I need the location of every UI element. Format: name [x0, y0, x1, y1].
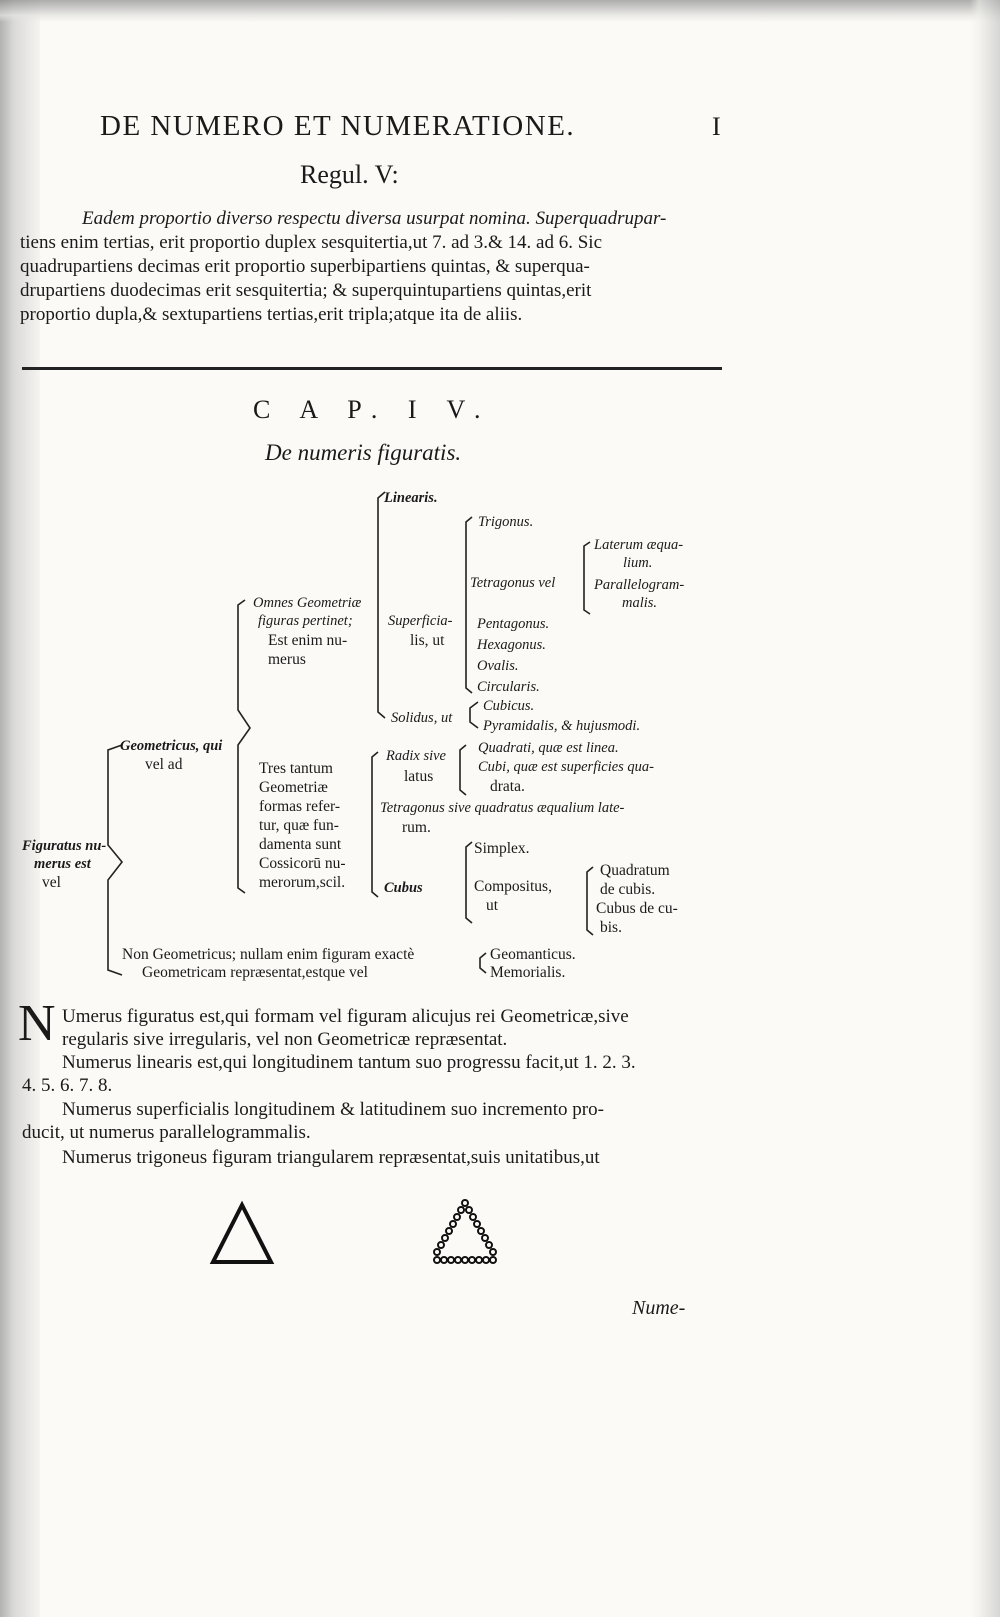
- chapter-title: De numeris figuratis.: [265, 440, 462, 465]
- radix-brace: [460, 745, 466, 795]
- running-header: DE NUMERO ET NUMERATIONE.: [100, 110, 576, 142]
- parallelogram-label-1: Parallelogram-: [594, 577, 685, 593]
- body-p2-line-1: Numerus linearis est,qui longitudinem tantum suo progressu facit,ut 1. 2. 3.: [62, 1052, 636, 1073]
- root-brace: [108, 745, 122, 975]
- solidus-brace: [470, 702, 478, 728]
- cubicus-label: Cubicus.: [483, 698, 535, 714]
- polygon-brace: [466, 517, 472, 693]
- pyramidalis-label: Pyramidalis, & hujusmodi.: [483, 718, 641, 734]
- tres-line-5: damenta sunt: [259, 836, 342, 853]
- omnes-line-4: merus: [268, 651, 306, 668]
- cubi-label-1: Cubi, quæ est superficies qua-: [478, 759, 655, 775]
- body-p3-line-2: ducit, ut numerus parallelogrammalis.: [22, 1122, 311, 1143]
- laterum-label-1: Laterum æqua-: [594, 537, 684, 553]
- ovalis-label: Ovalis.: [477, 658, 519, 674]
- section-divider: [22, 367, 722, 370]
- tetragonus-sive-label-2: rum.: [402, 819, 431, 836]
- chapter-heading: C A P. I V.: [253, 395, 493, 424]
- omnes-line-1: Omnes Geometriæ: [253, 595, 362, 611]
- compositus-label-2: ut: [486, 897, 499, 914]
- tres-line-2: Geometriæ: [259, 779, 328, 796]
- body-p3-line-1: Numerus superficialis longitudinem & latitudinem suo incremento pro-: [62, 1099, 604, 1120]
- cubus-label: Cubus: [384, 880, 423, 896]
- superficialis-label-2: lis, ut: [410, 632, 445, 649]
- tetragonus-label: Tetragonus vel: [470, 575, 556, 591]
- superficialis-label: Superficia-: [388, 613, 453, 629]
- circularis-label: Circularis.: [477, 679, 540, 695]
- geomanticus-label: Geomanticus.: [490, 946, 576, 963]
- tres-line-6: Cossicorū nu-: [259, 855, 346, 872]
- body-p1-line-1: Umerus figuratus est,qui formam vel figuram alicujus rei Geometricæ,sive: [62, 1006, 629, 1027]
- tres-line-4: tur, quæ fun-: [259, 817, 339, 834]
- parallelogram-label-2: malis.: [622, 595, 658, 611]
- dotted-triangle-figure: [434, 1200, 496, 1263]
- triangle-figures: [213, 1200, 496, 1263]
- body-p1-line-2: regularis sive irregularis, vel non Geometricæ repræsentat.: [62, 1029, 508, 1050]
- body-p4-line-1: Numerus trigoneus figuram triangularem repræsentat,suis unitatibus,ut: [62, 1147, 600, 1168]
- laterum-label-2: lium.: [623, 555, 653, 571]
- simplex-label: Simplex.: [474, 840, 530, 857]
- omnes-line-3: Est enim nu-: [268, 632, 348, 649]
- quadratum-label-2: de cubis.: [600, 881, 656, 898]
- radix-label-1: Radix sive: [386, 748, 446, 764]
- tres-line-3: formas refer-: [259, 798, 341, 815]
- root-label-3: vel: [42, 874, 61, 891]
- geometricus-label: Geometricus, qui: [120, 738, 223, 754]
- omnes-line-2: figuras pertinet;: [258, 613, 353, 629]
- geometricus-label-2: vel ad: [145, 756, 183, 773]
- cubus-de-cubis-label-2: bis.: [600, 919, 622, 936]
- hexagonus-label: Hexagonus.: [477, 637, 546, 653]
- linearis-label: Linearis.: [384, 490, 438, 506]
- cubus-brace: [466, 842, 472, 923]
- cubi-label-2: drata.: [490, 778, 525, 795]
- tetragonus-sive-label-1: Tetragonus sive quadratus æqualium late-: [380, 800, 625, 816]
- figure-brace: [378, 492, 385, 718]
- rule-heading: Regul. V:: [300, 160, 399, 189]
- non-geometricus-line-2: Geometricam repræsentat,estque vel: [142, 964, 368, 981]
- rule-line-4: drupartiens duodecimas erit sesquitertia; & superquintupartiens quintas,erit: [20, 280, 592, 301]
- non-geometricus-line-1: Non Geometricus; nullam enim figuram exactè: [122, 946, 415, 963]
- nongeo-brace: [480, 953, 486, 973]
- solidus-label: Solidus, ut: [391, 710, 453, 726]
- tres-line-7: merorum,scil.: [259, 874, 346, 891]
- body-p2-line-2: 4. 5. 6. 7. 8.: [22, 1075, 113, 1096]
- root-label-1: Figuratus nu-: [22, 838, 107, 854]
- tetragonus-brace: [584, 542, 590, 614]
- catchword: Nume-: [632, 1297, 686, 1319]
- cubus-de-cubis-label-1: Cubus de cu-: [596, 900, 678, 917]
- scan-edge-top: [0, 0, 1000, 22]
- trigonus-label: Trigonus.: [478, 514, 534, 530]
- compositus-label: Compositus,: [474, 878, 552, 895]
- root-label-2: merus est: [34, 856, 91, 872]
- quadratum-label-1: Quadratum: [600, 862, 670, 879]
- memorialis-label: Memorialis.: [490, 964, 566, 981]
- tres-line-1: Tres tantum: [259, 760, 333, 777]
- geometricus-brace: [238, 600, 250, 893]
- drop-cap: N: [18, 995, 56, 1052]
- rule-line-5: proportio dupla,& sextupartiens tertias,erit tripla;atque ita de aliis.: [20, 304, 523, 325]
- book-page: DE NUMERO ET NUMERATIONE. I Regul. V: Eadem proportio diverso respectu diversa usurpat nomina. Superquadrupar- tiens enim tertias, erit proportio duplex sesquitertia,ut 7. ad 3.& 14. ad 6. Sic quadrupartiens decimas erit proportio superbipartiens quintas, & superqua- drupartiens duodecimas erit sesquitertia; & superquintupartiens quintas,erit proportio dupla,& sextupartiens tertias,erit tripla;atque ita de aliis. C A P. I V. De numeris figuratis. Figuratus nu- merus est vel Geometricus, qui vel ad Omnes Geometriæ figuras pertinet; Est enim nu- merus Tres tantum Geometriæ formas refer- tur, quæ fun- damenta sunt Cossicorū nu- merorum,scil. Linearis. Superficia- lis, ut Trigonus. Tetragonus vel Laterum æqua- lium. Parallelogram- malis. Pentagonus. Hexagonus. Ovalis. Circularis. Solidus, ut Cubicus. Pyramidalis, & hujusmodi. Radix sive latus Quadrati, quæ est linea. Cubi, quæ est superficies qua- drata. Tetragonus sive quadratus æqualium late- rum. Cubus Simplex. Compositus, ut Quadratum de cubis. Cubus de cu- bis. Non Geometricus; nullam enim figuram exactè Geometricam repræsentat,estque vel Geomanticus. Memorialis. N Umerus figuratus est,qui formam vel figuram alicujus rei Geometricæ,sive regularis sive irregularis, vel non Geometricæ repræsentat. Numerus linearis est,qui longitudinem tantum suo progressu facit,ut 1. 2. 3. 4. 5. 6. 7. 8. Numerus superficialis longitudinem & latitudinem suo incremento pro- ducit, ut numerus parallelogrammalis. Numerus trigoneus figuram triangularem repræsentat,suis unitatibus,ut Nume-: [0, 0, 1000, 1617]
- forms-brace: [372, 752, 378, 897]
- compositus-brace: [587, 867, 593, 935]
- radix-label-2: latus: [404, 768, 434, 785]
- rule-line-3: quadrupartiens decimas erit proportio superbipartiens quintas, & superqua-: [20, 256, 590, 277]
- pentagonus-label: Pentagonus.: [477, 616, 550, 632]
- rule-line-2: tiens enim tertias, erit proportio duplex sesquitertia,ut 7. ad 3.& 14. ad 6. Sic: [20, 232, 603, 253]
- plain-triangle-figure: [213, 1205, 271, 1262]
- page-number: I: [712, 112, 721, 141]
- quadrati-label: Quadrati, quæ est linea.: [478, 740, 619, 756]
- scan-edge-right: [970, 0, 1000, 1617]
